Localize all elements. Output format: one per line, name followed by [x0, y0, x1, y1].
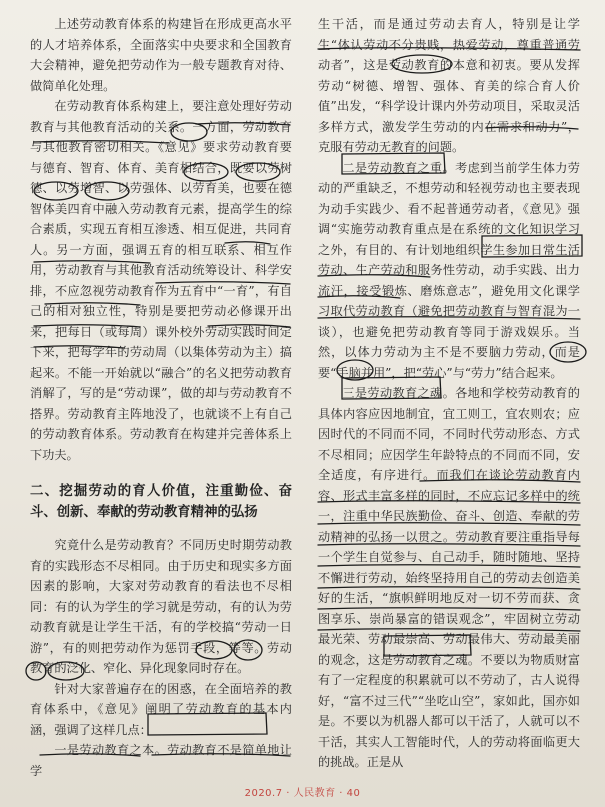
section-heading: 二、挖掘劳动的育人价值，注重勤俭、奋斗、创新、奉献的劳动教育精神的弘扬	[30, 484, 292, 520]
paragraph-point-one-start: 一是劳动教育之本。劳动教育不是简单地让学	[30, 743, 292, 778]
paragraph-point-one: 生干活，而是通过劳动去育人，特别是让学生“体认劳动不分贵贱，热爱劳动，尊重普通劳动者”，这是劳动教育的本意和初衷。要从发挥劳动“树德、增智、强体、育美的综合育人价值”出发，“科学设计课内外劳动项目，采取灵活多样方式，激发学生劳动的内在需求和动力”，克服有劳动无教育的问题。	[318, 17, 580, 154]
paragraph-opinion-points: 针对大家普遍存在的困惑，在全面培养的教育体系中，《意见》阐明了劳动教育的基本内涵，强调了这样几点：	[30, 681, 292, 737]
paragraph-relationship: 在劳动教育体系构建上，要注意处理好劳动教育与其他教育活动的关系。一方面，劳动教育与其他教育密切相关。《意见》要求劳动教育要与德育、智育、体育、美育相结合，既要以劳树德、以劳增智、以劳强体、以劳育美，也要在德智体美四育中融入劳动教育元素，提高学生的综合素质，实现五育相互渗透、相互促进，共同育人。另一方面，强调五育的相互联系、相互作用，劳动教育与其他教育活动统筹设计、科学安排，不应忽视劳动教育作为五育中“一育”，有自己的相对独立性，特别是要把劳动必修课开出来，把每日（或每周）课外校外劳动实践时间定下来，把每学年的劳动周（以集体劳动为主）搞起来。不能一开始就以“融合”的名义把劳动教育消解了，写的是“劳动课”，做的却与劳动教育不搭界。劳动教育主阵地没了，也就谈不上有自己的劳动教育体系。劳动教育在构建并完善体系上下功夫。	[30, 99, 292, 462]
paragraph-what-is-labor-education: 究竟什么是劳动教育？不同历史时期劳动教育的实践形态不尽相同。由于历史和现实多方面因素的影响，大家对劳动教育的看法也不尽相同：有的认为学生的学习就是劳动，有的认为劳动教育就是让学生干活，有的学校搞“劳动一日游”，有的则把劳动作为惩罚手段，等等。劳动教育的泛化、窄化、异化现象同时存在。	[30, 538, 292, 675]
paragraph-point-two: 二是劳动教育之重。考虑到当前学生体力劳动的严重缺乏，不想劳动和轻视劳动也主要表现为动手实践少、看不起普通劳动者，《意见》强调“实施劳动教育重点是在系统的文化知识学习之外，有目的、有计划地组织学生参加日常生活劳动、生产劳动和服务性劳动，动手实践、出力流汗，接受锻炼、磨炼意志”，避免用文化课学习取代劳动教育（避免把劳动教育与智育混为一谈），也避免把劳动教育等同于游戏娱乐。当然，以体力劳动为主不是不要脑力劳动，而是要“手脑并用”，把“劳心”与“劳力”结合起来。	[318, 160, 580, 380]
page-footer: 2020.7 · 人民教育 · 40	[244, 788, 361, 799]
right-column	[318, 14, 580, 773]
paragraph-system-goal: 上述劳动教育体系的构建旨在形成更高水平的人才培养体系，全面落实中央要求和全国教育大会精神，避免把劳动作为一般专题教育对待、做简单化处理。	[30, 17, 292, 93]
left-column	[30, 14, 292, 781]
paragraph-point-three: 三是劳动教育之魂。各地和学校劳动教育的具体内容应因地制宜，宜工则工，宜农则农；应因时代的不同而不同，不同时代劳动形态、方式不尽相同；应因学生年龄特点的不同而不同，安全适度，有序进行。而我们在谈论劳动教育内容、形式丰富多样的同时，不应忘记多样中的统一，注重中华民族勤俭、奋斗、创造、奉献的劳动精神的弘扬一以贯之。劳动教育要注重指导每一个学生自觉参与、自己动手，随时随地、坚持不懈进行劳动，始终坚持用自己的劳动去创造美好的生活，“旗帜鲜明地反对一切不劳而获、贪图享乐、崇尚暴富的错误观念”，牢固树立劳动最光荣、劳动最崇高、劳动最伟大、劳动最美丽的观念，这是劳动教育之魂。不要以为物质财富有了一定程度的积累就可以不劳动了，古人说得好，“富不过三代”“坐吃山空”，家如此，国亦如是。不要以为机器人都可以干活了，人就可以不干活，其实人工智能时代，人的劳动将面临更大的挑战。正是从	[318, 386, 580, 769]
